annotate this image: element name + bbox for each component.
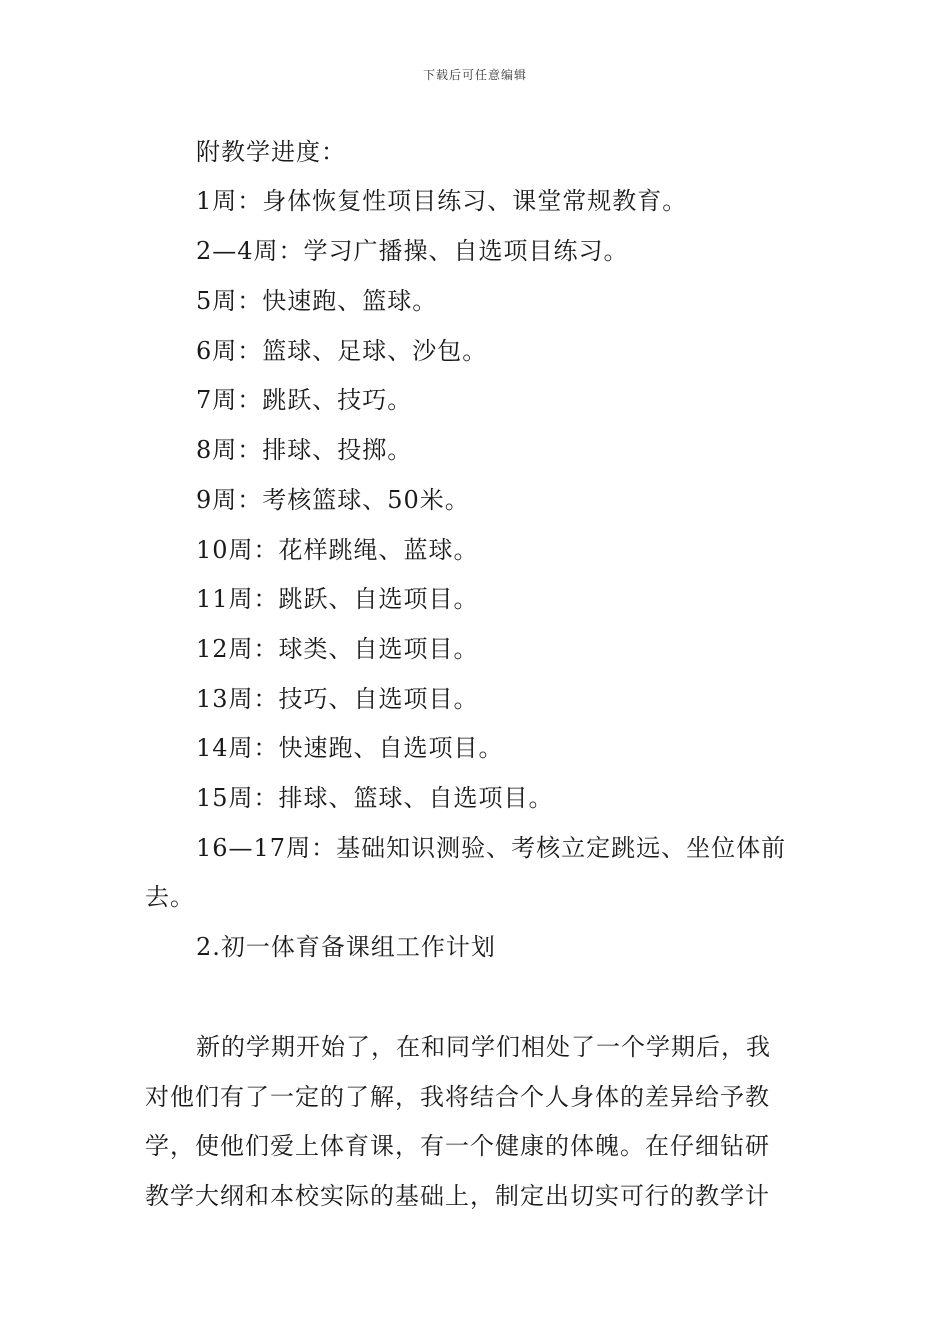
schedule-item-week-10: 10周：花样跳绳、蓝球。 <box>196 536 479 564</box>
schedule-item-week-8: 8周：排球、投掷。 <box>196 436 413 464</box>
section-heading: 2.初一体育备课组工作计划 <box>196 933 496 961</box>
schedule-item-week-1: 1周：身体恢复性项目练习、课堂常规教育。 <box>196 187 688 215</box>
schedule-item-week-6: 6周：篮球、足球、沙包。 <box>196 337 488 365</box>
schedule-item-week-12: 12周：球类、自选项目。 <box>196 635 479 663</box>
schedule-item-week-2-4: 2—4周：学习广播操、自选项目练习。 <box>196 237 629 265</box>
schedule-item-week-13: 13周：技巧、自选项目。 <box>196 685 479 713</box>
page-header: 下载后可任意编辑 <box>422 68 527 82</box>
schedule-title: 附教学进度： <box>196 138 346 166</box>
schedule-item-week-14: 14周：快速跑、自选项目。 <box>196 734 504 762</box>
paragraph-line: 新的学期开始了，在和同学们相处了一个学期后，我 <box>196 1033 771 1061</box>
paragraph-line: 教学大纲和本校实际的基础上，制定出切实可行的教学计 <box>145 1182 770 1210</box>
schedule-item-week-9: 9周：考核篮球、50米。 <box>196 486 470 514</box>
paragraph-line: 学，使他们爱上体育课，有一个健康的体魄。在仔细钻研 <box>145 1132 770 1160</box>
schedule-item-week-11: 11周：跳跃、自选项目。 <box>196 585 479 613</box>
schedule-item-week-16-17-continuation: 去。 <box>145 883 195 911</box>
schedule-item-week-16-17: 16—17周：基础知识测验、考核立定跳远、坐位体前 <box>196 834 787 862</box>
paragraph-line: 对他们有了一定的了解，我将结合个人身体的差异给予教 <box>145 1083 770 1111</box>
schedule-item-week-7: 7周：跳跃、技巧。 <box>196 386 413 414</box>
schedule-item-week-15: 15周：排球、篮球、自选项目。 <box>196 784 554 812</box>
schedule-item-week-5: 5周：快速跑、篮球。 <box>196 287 438 315</box>
